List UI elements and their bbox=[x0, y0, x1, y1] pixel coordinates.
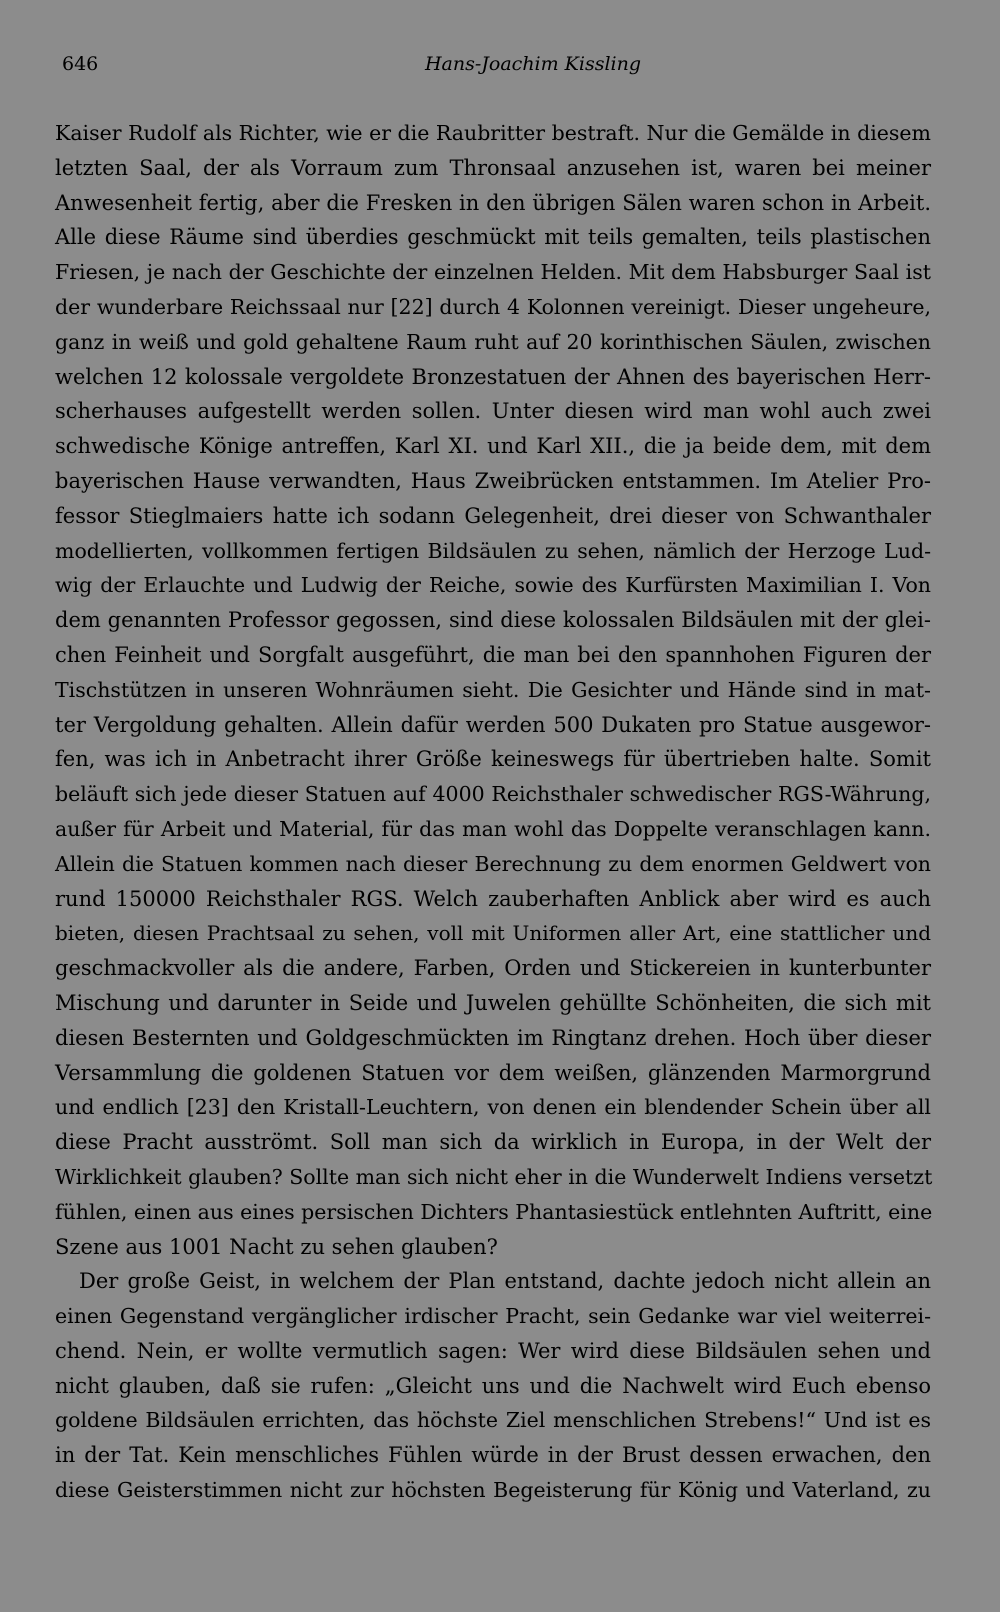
text-line: modellierten, vollkommen fertigen Bildsäulen zu sehen, nämlich der Herzoge Lud- bbox=[55, 538, 931, 563]
text-line: bayerischen Hause verwandten, Haus Zweibrücken entstammen. Im Atelier Pro- bbox=[55, 468, 931, 493]
text-line: nicht glauben, daß sie rufen: „Gleicht uns und die Nachwelt wird Euch ebenso bbox=[55, 1373, 931, 1398]
paragraph bbox=[55, 116, 931, 1264]
text-line: ter Vergoldung gehalten. Allein dafür werden 500 Dukaten pro Statue ausgewor- bbox=[55, 712, 931, 737]
text-line: Szene aus 1001 Nacht zu sehen glauben? bbox=[55, 1234, 498, 1259]
text-line: schwedische Könige antreffen, Karl XI. und Karl XII., die ja beide dem, mit dem bbox=[55, 434, 931, 459]
text-line: Mischung und darunter in Seide und Juwelen gehüllte Schönheiten, die sich mit bbox=[55, 990, 931, 1015]
text-line: ganz in weiß und gold gehaltene Raum ruht auf 20 korinthischen Säulen, zwischen bbox=[55, 329, 931, 354]
text-line: der wunderbare Reichssaal nur [22] durch 4 Kolonnen vereinigt. Dieser ungeheure, bbox=[55, 294, 931, 319]
text-line: diesen Besternten und Goldgeschmückten im Ringtanz drehen. Hoch über dieser bbox=[55, 1025, 931, 1050]
text-line: chend. Nein, er wollte vermutlich sagen: Wer wird diese Bildsäulen sehen und bbox=[55, 1338, 931, 1363]
text-line: fessor Stieglmaiers hatte ich sodann Gelegenheit, drei dieser von Schwanthaler bbox=[55, 503, 931, 528]
body-text bbox=[55, 116, 931, 1508]
text-line: scherhauses aufgestellt werden sollen. Unter diesen wird man wohl auch zwei bbox=[55, 399, 931, 424]
page-number: 646 bbox=[62, 53, 99, 75]
text-line: außer für Arbeit und Material, für das man wohl das Doppelte veranschlagen kann. bbox=[55, 816, 931, 841]
text-line: geschmackvoller als die andere, Farben, Orden und Stickereien in kunterbunter bbox=[55, 956, 931, 981]
text-line: in der Tat. Kein menschliches Fühlen würde in der Brust dessen erwachen, den bbox=[55, 1443, 931, 1468]
text-line: wig der Erlauchte und Ludwig der Reiche, sowie des Kurfürsten Maximilian I. Von bbox=[55, 573, 931, 598]
text-line: Der große Geist, in welchem der Plan entstand, dachte jedoch nicht allein an bbox=[79, 1269, 931, 1294]
text-line: welchen 12 kolossale vergoldete Bronzestatuen der Ahnen des bayerischen Herr- bbox=[55, 364, 931, 389]
text-line: Allein die Statuen kommen nach dieser Berechnung zu dem enormen Geldwert von bbox=[55, 851, 931, 876]
text-line: Versammlung die goldenen Statuen vor dem weißen, glänzenden Marmorgrund bbox=[55, 1060, 931, 1085]
text-line: beläuft sich jede dieser Statuen auf 4000 Reichsthaler schwedischer RGS-Währung, bbox=[55, 782, 931, 807]
text-line: und endlich [23] den Kristall-Leuchtern, von denen ein blendender Schein über all bbox=[55, 1095, 931, 1120]
running-head: Hans-Joachim Kissling bbox=[424, 53, 642, 75]
text-line: fühlen, einen aus eines persischen Dichters Phantasiestück entlehnten Auftritt, eine bbox=[55, 1199, 933, 1224]
text-line: diese Pracht ausströmt. Soll man sich da wirklich in Europa, in der Welt der bbox=[55, 1130, 931, 1155]
text-line: Anwesenheit fertig, aber die Fresken in den übrigen Sälen waren schon in Arbeit. bbox=[55, 190, 931, 215]
text-line: fen, was ich in Anbetracht ihrer Größe keineswegs für übertrieben halte. Somit bbox=[55, 747, 931, 772]
text-line: bieten, diesen Prachtsaal zu sehen, voll mit Uniformen aller Art, eine stattlicher und bbox=[55, 921, 931, 946]
text-line: Alle diese Räume sind überdies geschmückt mit teils gemalten, teils plastischen bbox=[55, 225, 931, 250]
page-header bbox=[62, 48, 932, 80]
paragraph bbox=[55, 1264, 931, 1508]
text-line: Wirklichkeit glauben? Sollte man sich nicht eher in die Wunderwelt Indiens versetzt bbox=[55, 1164, 933, 1189]
text-line: goldene Bildsäulen errichten, das höchste Ziel menschlichen Strebens!“ Und ist es bbox=[55, 1408, 931, 1433]
text-line: diese Geisterstimmen nicht zur höchsten Begeisterung für König und Vaterland, zu bbox=[55, 1478, 931, 1503]
text-line: dem genannten Professor gegossen, sind diese kolossalen Bildsäulen mit der glei- bbox=[55, 608, 931, 633]
text-line: Kaiser Rudolf als Richter, wie er die Raubritter bestraft. Nur die Gemälde in diesem bbox=[55, 121, 931, 145]
text-line: Tischstützen in unseren Wohnräumen sieht. Die Gesichter und Hände sind in mat- bbox=[55, 677, 931, 702]
text-line: einen Gegenstand vergänglicher irdischer Pracht, sein Gedanke war viel weiterrei- bbox=[55, 1304, 931, 1329]
text-line: chen Feinheit und Sorgfalt ausgeführt, die man bei den spannhohen Figuren der bbox=[55, 642, 931, 667]
text-line: Friesen, je nach der Geschichte der einzelnen Helden. Mit dem Habsburger Saal ist bbox=[55, 260, 931, 285]
text-line: rund 150000 Reichsthaler RGS. Welch zauberhaften Anblick aber wird es auch bbox=[55, 886, 931, 911]
text-line: letzten Saal, der als Vorraum zum Thronsaal anzusehen ist, waren bei meiner bbox=[55, 155, 931, 180]
